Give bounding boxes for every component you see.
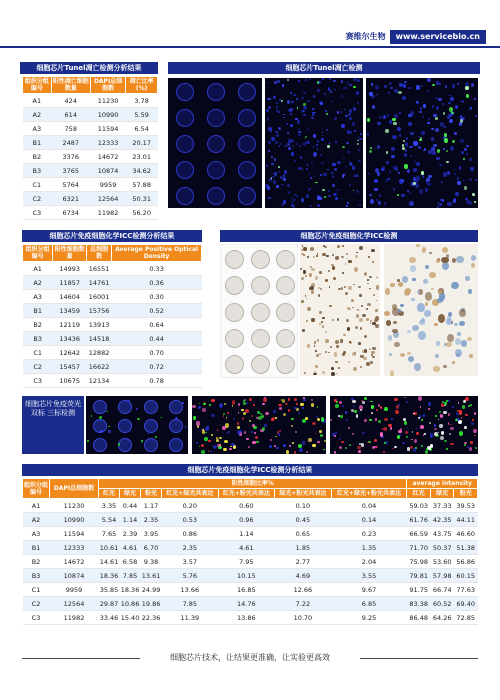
table-cell: 72.85 [454,611,478,625]
table-cell: 6734 [51,206,90,220]
table-cell: 7.95 [218,555,275,569]
table-cell: 56.86 [454,555,478,569]
table-cell: 5.59 [126,108,158,122]
table-row [23,94,158,108]
table-cell: 12333 [50,541,99,555]
tunel-col-dapi: DAPI总细胞数 [90,77,125,94]
footer-rule-right [360,658,478,659]
table-cell: 12119 [53,318,87,332]
table-cell: 0.65 [275,527,332,541]
table-cell: C1 [23,583,50,597]
table-cell: A3 [23,527,50,541]
table-cell: B3 [23,332,53,346]
table-cell: 13.61 [141,569,162,583]
table-cell: 53.60 [430,555,454,569]
table-cell: 1.14 [120,513,141,527]
table-cell: 15.40 [120,611,141,625]
if-high-magnification-image [330,396,478,454]
table-cell: 11594 [50,527,99,541]
table-row [23,150,158,164]
table-cell: 1.35 [331,541,407,555]
table-cell: C1 [23,346,53,360]
table-row [23,513,478,527]
table-cell: 0.78 [112,374,202,388]
table-cell: C3 [23,206,52,220]
table-cell: 7.65 [99,527,120,541]
table-cell: 424 [51,94,90,108]
table-row [23,304,202,318]
icc-col-total: 总细胞数 [87,245,112,262]
if-col-red-green-pink: 红光+绿光+粉光共表达 [331,489,407,499]
table-cell: 57.98 [430,569,454,583]
if-col-avg-red: 红光 [407,489,431,499]
tunel-high-magnification-image [366,78,478,208]
if-chip-overview-image [86,396,188,454]
table-cell: 16622 [87,360,112,374]
table-cell: 18.36 [99,569,120,583]
table-cell: 9.67 [331,583,407,597]
table-cell: 20.17 [126,136,158,150]
table-cell: 34.62 [126,164,158,178]
table-cell: 2.04 [331,555,407,569]
table-cell: 64.26 [430,611,454,625]
table-cell: 43.75 [430,527,454,541]
if-col-red-green: 红光+绿光共表达 [162,489,219,499]
table-cell: 9.25 [331,611,407,625]
if-col-positive-ratio: 阳性细胞比率% [99,479,407,489]
table-cell: 19.86 [141,597,162,611]
table-cell: 12333 [90,136,125,150]
table-cell: 5.76 [162,569,219,583]
table-cell: 12882 [87,346,112,360]
table-cell: 12564 [50,597,99,611]
table-row [23,290,202,304]
table-cell: 60.52 [430,597,454,611]
table-cell: 3376 [51,150,90,164]
table-row [23,332,202,346]
table-cell: C3 [23,374,53,388]
table-cell: 37.33 [430,499,454,513]
if-side-label: 细胞芯片免疫荧光双标 三标检测 [22,396,84,454]
table-cell: 0.96 [218,513,275,527]
icc-table-title: 细胞芯片免疫细胞化学ICC检测分析结果 [22,230,202,242]
if-col-green-pink: 绿光+粉光共表达 [275,489,332,499]
tunel-image-title: 细胞芯片Tunel凋亡检测 [168,62,480,74]
if-col-red: 红光 [99,489,120,499]
table-row [23,206,158,220]
tunel-col-group: 组织分组编号 [23,77,52,94]
table-cell: 57.88 [126,178,158,192]
table-cell: 15756 [87,304,112,318]
table-cell: B3 [23,569,50,583]
if-col-dapi: DAPI总细胞数 [50,479,99,499]
icc-col-group: 组织分组编号 [23,245,53,262]
table-cell: 35.85 [99,583,120,597]
if-col-avg-pink: 粉光 [454,489,478,499]
table-cell: 14672 [90,150,125,164]
table-cell: 22.36 [141,611,162,625]
table-cell: 16551 [87,262,112,276]
table-row [23,583,478,597]
table-cell: 13.66 [162,583,219,597]
table-cell: B1 [23,304,53,318]
table-row [23,262,202,276]
table-cell: 0.70 [112,346,202,360]
table-row [23,192,158,206]
table-cell: 7.22 [275,597,332,611]
table-cell: 12564 [90,192,125,206]
table-cell: 4.61 [120,541,141,555]
if-col-red-pink: 红光+粉光共表达 [218,489,275,499]
table-cell: 83.38 [407,597,431,611]
if-col-average-intensity: average intensity [407,479,478,489]
table-cell: 0.04 [331,499,407,513]
table-cell: B2 [23,318,53,332]
icc-col-positive: 阳性细胞数量 [54,246,85,260]
table-cell: 0.44 [120,499,141,513]
table-cell: C2 [23,192,52,206]
table-cell: C2 [23,360,53,374]
table-row [23,374,202,388]
if-table-title: 细胞芯片免疫细胞化学ICC检测分析结果 [22,464,478,476]
table-cell: 6.54 [126,122,158,136]
table-cell: 10990 [50,513,99,527]
table-cell: 2.77 [275,555,332,569]
if-col-pink: 粉光 [141,489,162,499]
if-col-green: 绿光 [120,489,141,499]
table-row [23,122,158,136]
table-cell: A2 [23,276,53,290]
table-row [23,597,478,611]
if-col-avg-green: 绿光 [430,489,454,499]
table-row [23,499,478,513]
table-cell: 11982 [50,611,99,625]
table-cell: 0.23 [331,527,407,541]
table-cell: 1.17 [141,499,162,513]
table-cell: A2 [23,108,52,122]
table-cell: 0.86 [162,527,219,541]
table-cell: 44.11 [454,513,478,527]
brand-url[interactable]: www.servicebio.cn [390,30,486,44]
tunel-table [22,76,158,220]
table-cell: 2.39 [120,527,141,541]
table-cell: 86.48 [407,611,431,625]
table-cell: 0.36 [112,276,202,290]
table-cell: 2487 [51,136,90,150]
if-col-group: 组织分组编号 [23,479,50,499]
table-cell: 16.85 [218,583,275,597]
table-cell: 10874 [50,569,99,583]
footer-rule-left [22,658,140,659]
table-cell: 9959 [50,583,99,597]
table-cell: 12.66 [275,583,332,597]
table-cell: 13459 [53,304,87,318]
table-row [23,136,158,150]
table-cell: 9959 [90,178,125,192]
table-row [23,555,478,569]
table-cell: 0.20 [162,499,219,513]
table-row [23,108,158,122]
table-cell: 11594 [90,122,125,136]
table-row [23,318,202,332]
footer-slogan: 细胞芯片技术，让结果更准确，让实验更高效 [170,653,330,662]
table-row [23,164,158,178]
table-cell: 29.87 [99,597,120,611]
table-cell: 11.39 [162,611,219,625]
table-cell: 6321 [51,192,90,206]
table-cell: 77.63 [454,583,478,597]
table-cell: 1.14 [218,527,275,541]
table-cell: 7.85 [162,597,219,611]
header-divider [0,46,500,48]
table-cell: 14.61 [99,555,120,569]
table-cell: B2 [23,555,50,569]
table-cell: 10675 [53,374,87,388]
table-row [23,611,478,625]
brand-bar [342,30,486,44]
table-cell: B1 [23,541,50,555]
table-cell: 69.40 [454,597,478,611]
table-cell: 3.35 [99,499,120,513]
table-cell: 11230 [50,499,99,513]
table-cell: 11230 [90,94,125,108]
table-cell: C3 [23,611,50,625]
table-cell: 14518 [87,332,112,346]
table-cell: 50.31 [126,192,158,206]
table-cell: 12642 [53,346,87,360]
table-cell: 46.60 [454,527,478,541]
table-cell: 0.53 [162,513,219,527]
table-cell: 51.38 [454,541,478,555]
table-cell: 12134 [87,374,112,388]
brand-name: 赛维尔生物 [345,32,386,41]
table-cell: 50.37 [430,541,454,555]
table-row [23,178,158,192]
table-cell: 13.86 [218,611,275,625]
table-cell: 39.53 [454,499,478,513]
icc-col-density: Average Positive Optical Density [112,245,202,262]
icc-medium-magnification-image [300,244,380,376]
table-cell: 66.74 [430,583,454,597]
table-cell: A2 [23,513,50,527]
table-cell: 3.57 [162,555,219,569]
table-cell: 614 [51,108,90,122]
table-cell: 24.99 [141,583,162,597]
table-cell: 91.75 [407,583,431,597]
table-cell: 11857 [53,276,87,290]
table-cell: 9.38 [141,555,162,569]
table-cell: 14761 [87,276,112,290]
table-row [23,276,202,290]
table-cell: 61.76 [407,513,431,527]
table-cell: 14993 [53,262,87,276]
table-cell: 0.52 [112,304,202,318]
table-cell: 2.35 [162,541,219,555]
tunel-chip-overview-image [168,78,262,208]
table-cell: 11982 [90,206,125,220]
table-cell: 6.70 [141,541,162,555]
table-row [23,527,478,541]
icc-chip-overview-image [220,244,298,378]
table-cell: 14604 [53,290,87,304]
table-cell: C1 [23,178,52,192]
table-cell: 13436 [53,332,87,346]
table-cell: 16001 [87,290,112,304]
table-cell: 3.55 [331,569,407,583]
if-table [22,478,478,625]
table-cell: 4.61 [218,541,275,555]
table-cell: B1 [23,136,52,150]
table-cell: 33.46 [99,611,120,625]
table-cell: 10.15 [218,569,275,583]
tunel-medium-magnification-image [265,78,363,208]
table-cell: 42.35 [430,513,454,527]
icc-high-magnification-image [384,244,478,376]
table-cell: 15457 [53,360,87,374]
table-cell: 0.14 [331,513,407,527]
table-cell: A3 [23,290,53,304]
table-cell: 14672 [50,555,99,569]
table-cell: 5764 [51,178,90,192]
table-cell: 23.01 [126,150,158,164]
table-row [23,346,202,360]
table-cell: 10.86 [120,597,141,611]
table-cell: 0.64 [112,318,202,332]
table-cell: A1 [23,262,53,276]
table-cell: 3765 [51,164,90,178]
table-cell: 71.70 [407,541,431,555]
table-cell: 6.58 [120,555,141,569]
table-cell: 0.10 [275,499,332,513]
table-cell: 75.98 [407,555,431,569]
table-cell: B2 [23,150,52,164]
table-cell: 14.76 [218,597,275,611]
tunel-table-title: 细胞芯片Tunel凋亡检测分析结果 [20,62,158,74]
table-cell: 4.69 [275,569,332,583]
table-row [23,541,478,555]
table-cell: 10990 [90,108,125,122]
table-cell: C2 [23,597,50,611]
icc-table [22,244,202,388]
table-cell: 0.33 [112,262,202,276]
table-cell: 2.35 [141,513,162,527]
table-cell: 10874 [90,164,125,178]
tunel-col-positive: 阳性凋亡细胞数量 [52,78,89,92]
table-cell: A1 [23,94,52,108]
table-cell: 10.70 [275,611,332,625]
table-cell: 56.20 [126,206,158,220]
table-cell: 0.44 [112,332,202,346]
table-cell: 60.15 [454,569,478,583]
table-cell: 13913 [87,318,112,332]
table-cell: 7.85 [120,569,141,583]
table-cell: A3 [23,122,52,136]
table-cell: 3.78 [126,94,158,108]
table-cell: 0.72 [112,360,202,374]
table-cell: 6.85 [331,597,407,611]
tunel-col-ratio: 凋亡比率(%) [126,77,158,94]
table-cell: 3.95 [141,527,162,541]
table-cell: B3 [23,164,52,178]
table-row [23,360,202,374]
table-cell: 0.60 [218,499,275,513]
table-cell: 5.54 [99,513,120,527]
table-cell: 66.59 [407,527,431,541]
if-medium-magnification-image [192,396,326,454]
table-cell: 0.45 [275,513,332,527]
table-cell: 1.85 [275,541,332,555]
icc-image-title: 细胞芯片免疫细胞化学ICC检测 [220,230,478,242]
table-cell: 758 [51,122,90,136]
table-cell: 59.03 [407,499,431,513]
table-row [23,569,478,583]
table-cell: 0.30 [112,290,202,304]
table-cell: A1 [23,499,50,513]
table-cell: 18.36 [120,583,141,597]
table-cell: 10.61 [99,541,120,555]
table-cell: 79.81 [407,569,431,583]
